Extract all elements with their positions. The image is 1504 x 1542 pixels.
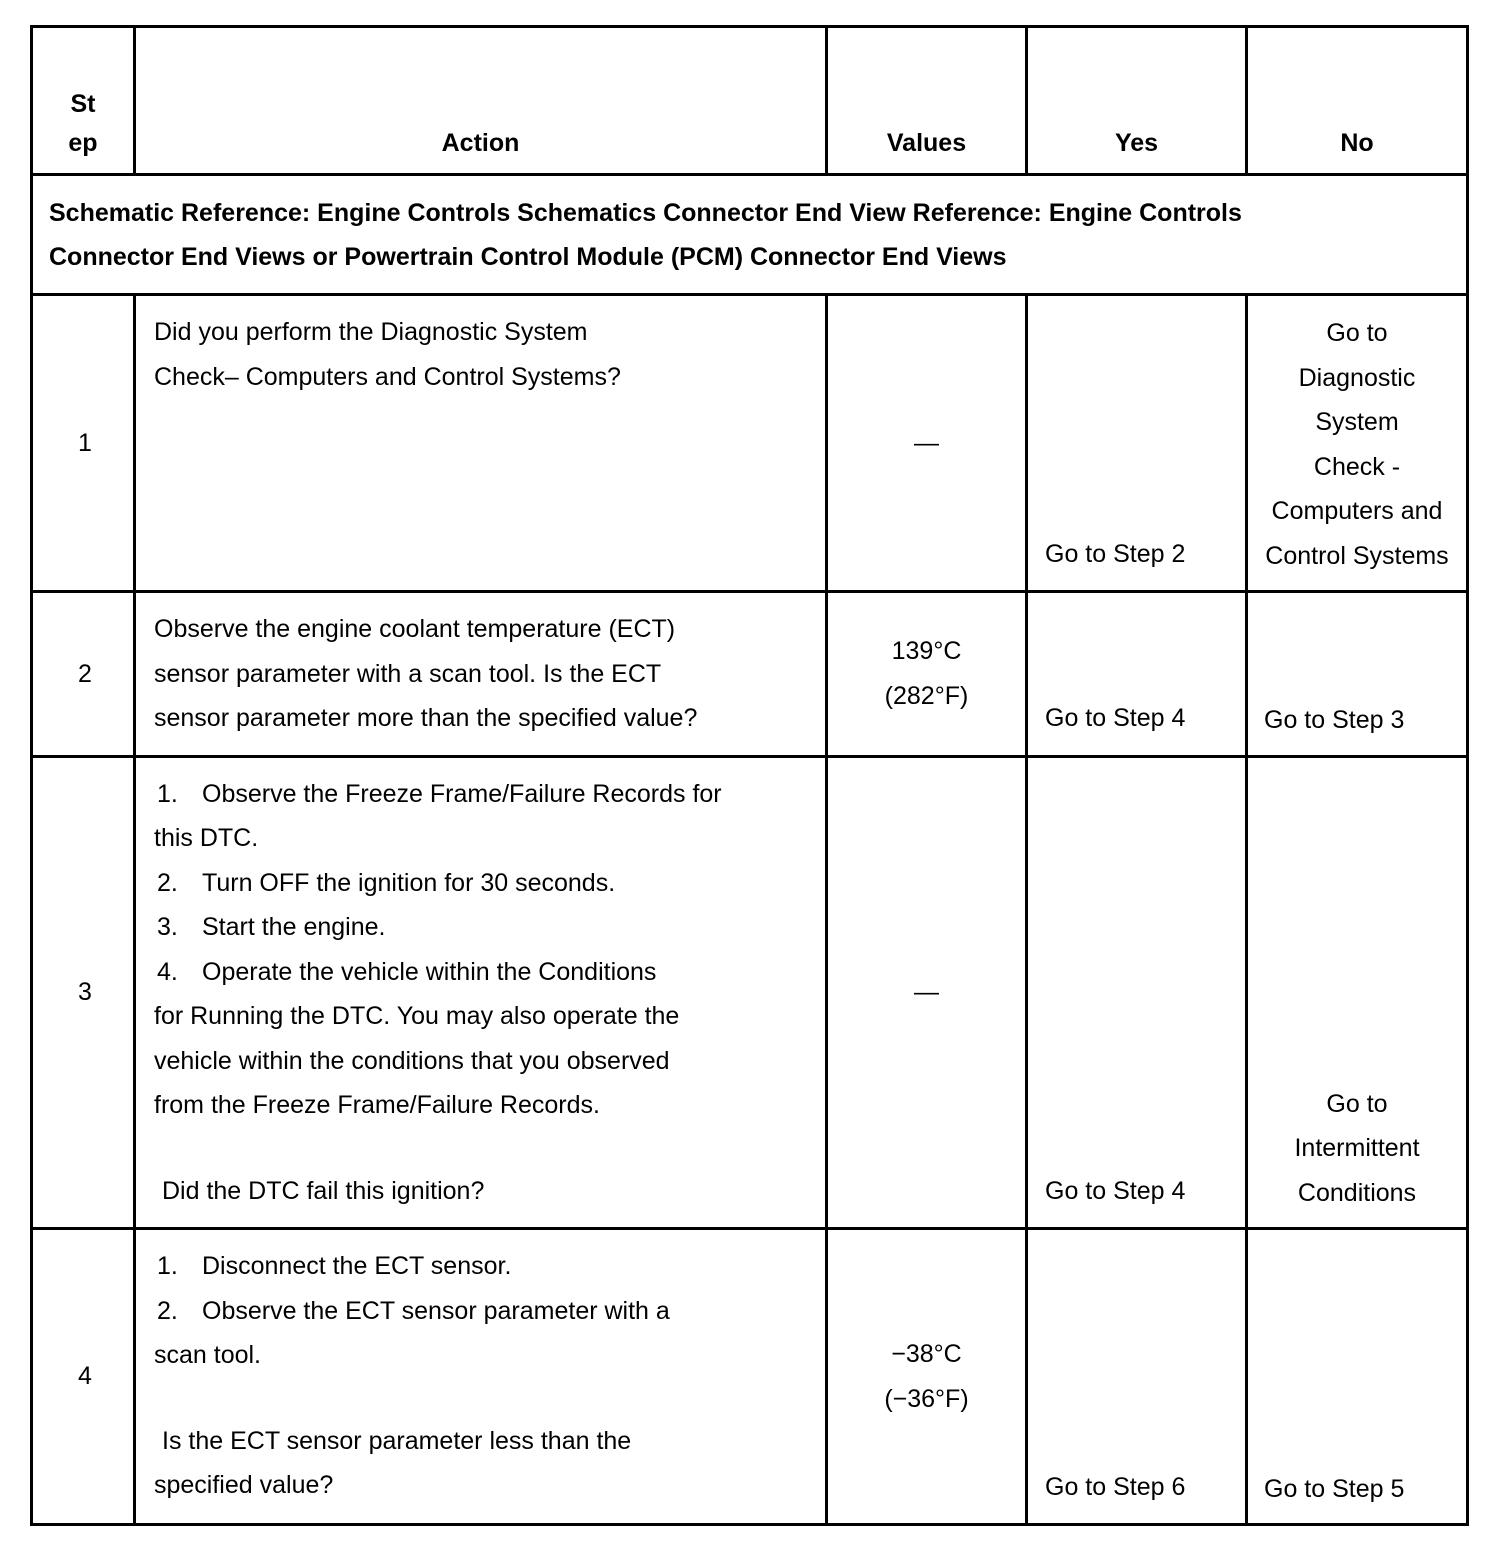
values-cell: — bbox=[827, 756, 1027, 1229]
list-number: 1. bbox=[157, 779, 178, 808]
question-text: specified value? bbox=[154, 1471, 334, 1499]
table-row bbox=[32, 1229, 1468, 1525]
list-text: Disconnect the ECT sensor. bbox=[202, 1252, 512, 1280]
schematic-reference-row bbox=[32, 175, 1468, 295]
table-row bbox=[32, 592, 1468, 757]
list-continuation: for Running the DTC. You may also operate the bbox=[154, 1002, 680, 1030]
action-cell bbox=[135, 1229, 827, 1525]
list-number: 2. bbox=[157, 868, 178, 897]
action-cell bbox=[135, 756, 827, 1229]
yes-cell: Go to Step 4 bbox=[1027, 756, 1247, 1229]
value-line: (−36°F) bbox=[884, 1384, 969, 1413]
value-line: (282°F) bbox=[884, 681, 969, 710]
action-line: Did you perform the Diagnostic System bbox=[154, 318, 588, 346]
list-item bbox=[154, 1244, 811, 1289]
values-cell bbox=[827, 1229, 1027, 1525]
list-text: Turn OFF the ignition for 30 seconds. bbox=[202, 868, 616, 897]
list-item bbox=[154, 950, 811, 995]
no-line: Conditions bbox=[1297, 1178, 1417, 1207]
action-line: Observe the engine coolant temperature (ECT) bbox=[154, 615, 676, 643]
step-number: 1 bbox=[32, 295, 135, 592]
list-text: Observe the ECT sensor parameter with a bbox=[202, 1296, 670, 1325]
action-cell bbox=[135, 592, 827, 757]
no-cell bbox=[1247, 295, 1468, 592]
list-item bbox=[154, 1289, 811, 1334]
list-item bbox=[154, 905, 811, 950]
value-line: 139°C bbox=[891, 636, 962, 665]
action-line: sensor parameter with a scan tool. Is the ECT bbox=[154, 659, 662, 688]
header-no: No bbox=[1247, 27, 1468, 175]
step-number: 4 bbox=[32, 1229, 135, 1525]
value-line: −38°C bbox=[891, 1339, 962, 1368]
values-cell bbox=[827, 592, 1027, 757]
action-cell bbox=[135, 295, 827, 592]
list-text: Start the engine. bbox=[202, 913, 386, 941]
list-continuation: this DTC. bbox=[154, 824, 259, 852]
list-number: 1. bbox=[157, 1252, 178, 1280]
yes-cell: Go to Step 2 bbox=[1027, 295, 1247, 592]
table-header-row bbox=[32, 27, 1468, 175]
list-item bbox=[154, 772, 811, 817]
diagnostic-table-frame bbox=[30, 25, 1466, 1522]
list-continuation: from the Freeze Frame/Failure Records. bbox=[154, 1091, 600, 1119]
table-row bbox=[32, 756, 1468, 1229]
no-line: Go to bbox=[1326, 1089, 1388, 1118]
no-cell bbox=[1247, 756, 1468, 1229]
no-line: Control Systems bbox=[1265, 541, 1449, 570]
step-number: 3 bbox=[32, 756, 135, 1229]
question-text: Is the ECT sensor parameter less than the bbox=[162, 1426, 632, 1455]
table-row bbox=[32, 295, 1468, 592]
reference-line-1: Schematic Reference: Engine Controls Schematics Connector End View Reference: Engine Controls bbox=[49, 198, 1242, 227]
header-action: Action bbox=[135, 27, 827, 175]
list-continuation: vehicle within the conditions that you observed bbox=[154, 1046, 670, 1075]
header-step-line1: St bbox=[70, 90, 96, 118]
step-number: 2 bbox=[32, 592, 135, 757]
list-text: Observe the Freeze Frame/Failure Records for bbox=[202, 779, 722, 808]
header-step bbox=[32, 27, 135, 175]
no-line: Computers and bbox=[1271, 497, 1443, 525]
action-line: sensor parameter more than the specified value? bbox=[154, 704, 698, 732]
list-continuation: scan tool. bbox=[154, 1341, 262, 1369]
reference-line-2: Connector End Views or Powertrain Control Module (PCM) Connector End Views bbox=[49, 242, 1007, 271]
list-number: 2. bbox=[157, 1296, 178, 1325]
no-line: Intermittent bbox=[1294, 1134, 1420, 1162]
no-line: Diagnostic bbox=[1298, 363, 1416, 392]
no-cell: Go to Step 3 bbox=[1247, 592, 1468, 757]
header-values: Values bbox=[827, 27, 1027, 175]
spacer bbox=[154, 1128, 811, 1169]
list-item bbox=[154, 861, 811, 906]
schematic-reference bbox=[32, 175, 1468, 295]
header-step-line2: ep bbox=[68, 129, 98, 157]
no-line: Go to bbox=[1326, 319, 1388, 347]
list-number: 4. bbox=[157, 957, 178, 986]
yes-cell: Go to Step 6 bbox=[1027, 1229, 1247, 1525]
header-yes: Yes bbox=[1027, 27, 1247, 175]
yes-cell: Go to Step 4 bbox=[1027, 592, 1247, 757]
no-line: System bbox=[1315, 408, 1399, 436]
list-text: Operate the vehicle within the Conditions bbox=[202, 957, 657, 986]
values-cell: — bbox=[827, 295, 1027, 592]
no-cell: Go to Step 5 bbox=[1247, 1229, 1468, 1525]
action-line: Check– Computers and Control Systems? bbox=[154, 362, 621, 391]
list-number: 3. bbox=[157, 913, 178, 941]
no-line: Check - bbox=[1313, 452, 1401, 481]
question-text: Did the DTC fail this ignition? bbox=[162, 1176, 485, 1205]
spacer bbox=[154, 1378, 811, 1419]
diagnostic-table bbox=[30, 25, 1469, 1526]
